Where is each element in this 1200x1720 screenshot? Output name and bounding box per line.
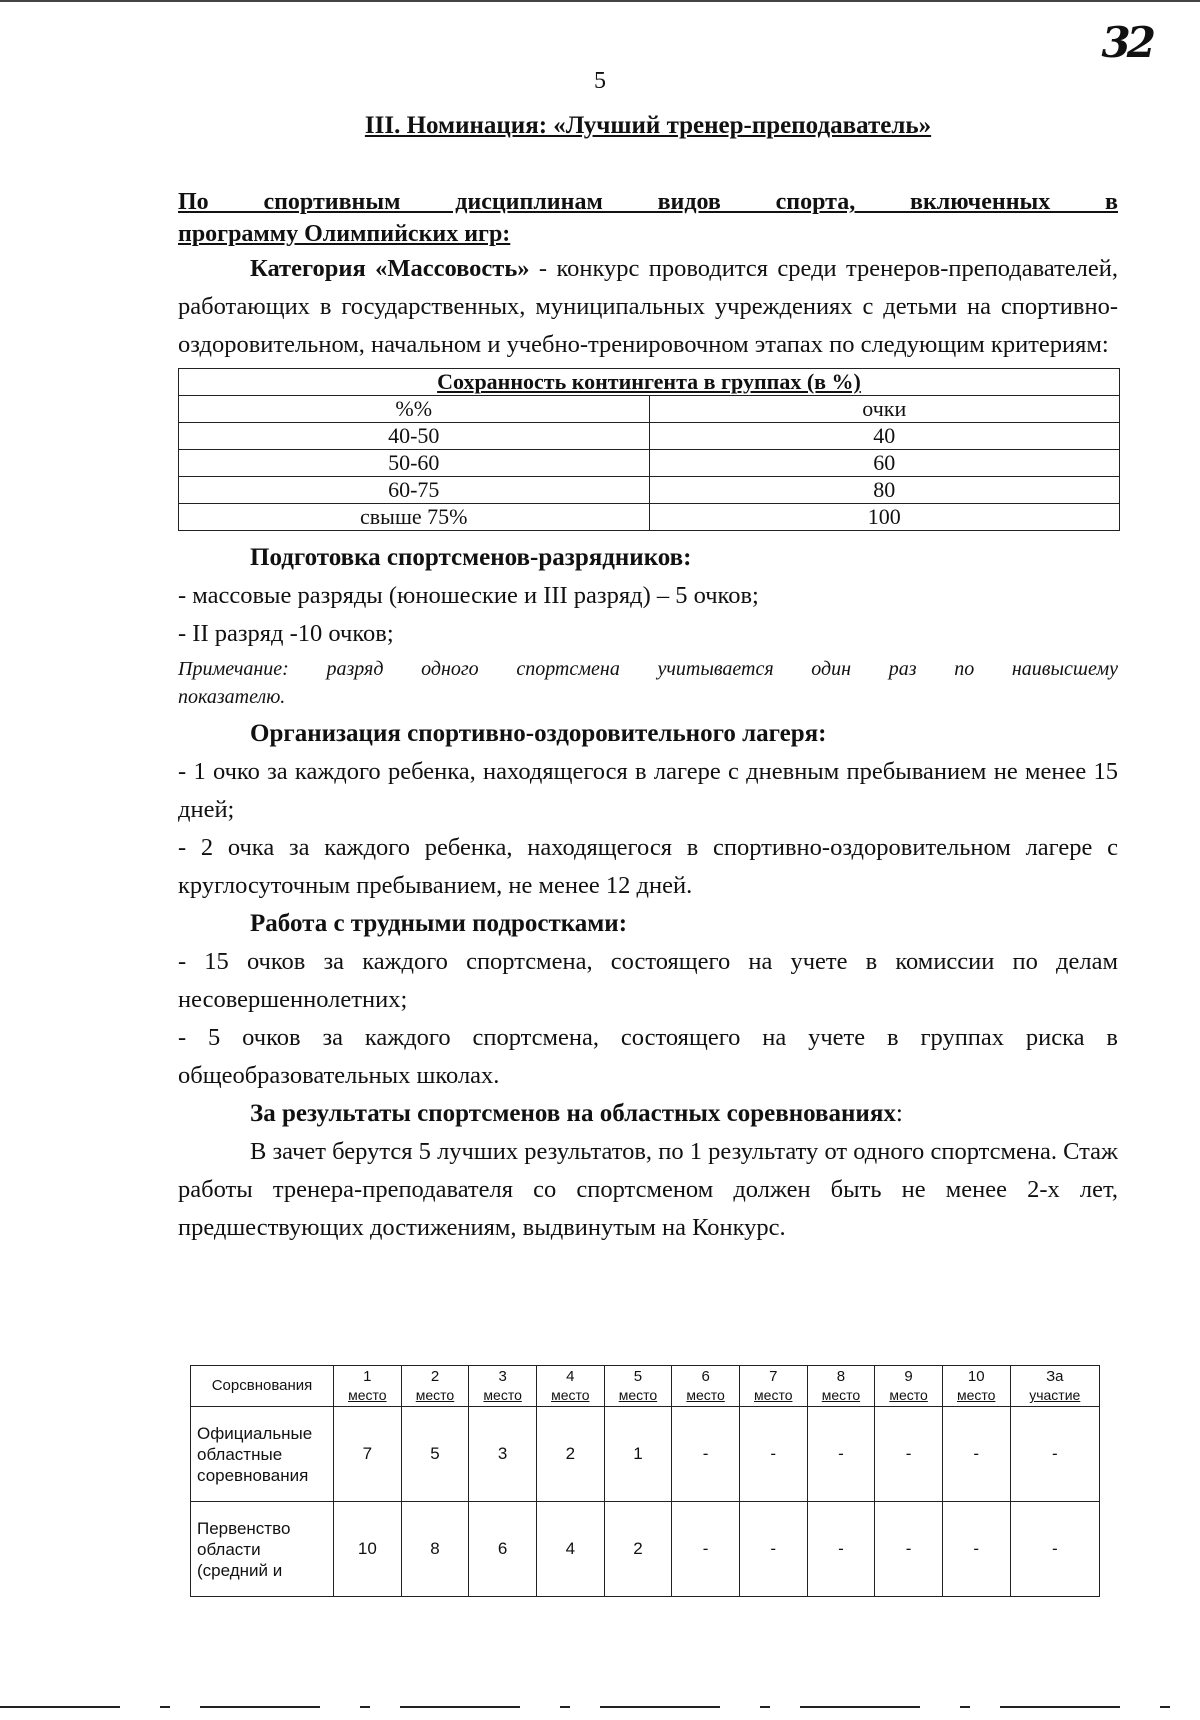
place-header [739,1366,807,1407]
retention-range: 40-50 [179,423,650,450]
results-table [190,1365,1100,1597]
nomination-title: III. Номинация: «Лучший тренер-преподаватель» [364,112,932,139]
place-number: 8 [836,1368,846,1385]
table-cell: - [875,1502,943,1597]
page-number: 5 [594,68,606,94]
place-label: место [889,1387,928,1403]
table-cell: - [672,1502,740,1597]
regional-results-heading-suffix: : [895,1100,903,1127]
place-header [469,1366,537,1407]
retention-points: 40 [649,423,1120,450]
note-line2: показателю. [178,686,286,708]
disciplines-heading-line2: программу Олимпийских игр: [178,221,511,247]
table-row [191,1502,1100,1597]
participation-num: За [1046,1368,1064,1385]
place-number: 5 [633,1368,643,1385]
place-label: место [348,1387,387,1403]
table-cell: - [807,1502,875,1597]
row-label: Официальные областные соревнования [191,1407,334,1502]
table-cell: 1 [604,1407,672,1502]
place-label: место [618,1387,658,1403]
disciplines-heading-line1: По спортивным дисциплинам видов спорта, включенных в [178,189,1118,215]
retention-points: 60 [649,450,1120,477]
table-row [191,1407,1100,1502]
handwritten-page-number: 32 [1101,18,1152,67]
retention-col-percent: %% [179,396,650,423]
retention-table-title: Сохранность контингента в группах (в %) [179,369,1120,396]
place-label: место [821,1387,861,1403]
place-header [401,1366,469,1407]
retention-range: 60-75 [179,477,650,504]
place-header [604,1366,672,1407]
category-paragraph [178,250,1118,364]
table-cell: 7 [334,1407,402,1502]
table-cell: - [739,1502,807,1597]
table-cell: 2 [604,1502,672,1597]
list-item: - массовые разряды (юношеские и III разряд) – 5 очков; [178,582,759,609]
place-number: 6 [701,1368,710,1385]
place-number: 2 [430,1368,440,1385]
retention-points: 100 [649,504,1120,531]
participation-header [1010,1366,1099,1407]
table-cell: - [672,1407,740,1502]
athletes-prep-heading: Подготовка спортсменов-разрядников: [250,544,692,571]
retention-col-points: очки [649,396,1120,423]
table-cell: 10 [334,1502,402,1597]
results-header-row [191,1366,1100,1407]
list-item: - 1 очко за каждого ребенка, находящегося в лагере с дневным пребыванием не менее 15 дней; [178,758,1118,823]
regional-results-paragraph: В зачет берутся 5 лучших результатов, по 1 результату от одного спортсмена. Стаж работы тренера-преподавателя со спортсменом должен быть не менее 2-х лет, предшествующих достижениям, выдвинутым на Конкурс. [178,1138,1118,1241]
place-header [672,1366,740,1407]
regional-results-heading-text: За результаты спортсменов на областных соревнованиях [250,1100,896,1127]
place-number: 10 [967,1368,985,1385]
category-label: Категория «Массовость» [250,255,530,282]
place-header [536,1366,604,1407]
regional-results-heading [250,1095,1118,1133]
place-label: место [754,1387,793,1403]
list-item: - 15 очков за каждого спортсмена, состоящего на учете в комиссии по делам несовершеннолетних; [178,948,1118,1013]
list-item: - 2 очка за каждого ребенка, находящегося в спортивно-оздоровительном лагере с круглосуточным пребыванием, не менее 12 дней. [178,834,1118,899]
bottom-scan-edge [0,1706,1200,1708]
table-row [179,477,1120,504]
table-row [179,450,1120,477]
place-label: место [483,1387,522,1403]
note-line1: Примечание: разряд одного спортсмена учитывается один раз по наивысшему [178,658,1118,680]
place-number: 7 [769,1368,778,1385]
camp-heading: Организация спортивно-оздоровительного лагеря: [250,720,827,747]
participation-label: участие [1029,1387,1081,1403]
retention-table [178,368,1120,531]
table-cell: - [1010,1407,1099,1502]
top-scan-edge [0,0,1200,2]
table-cell: 6 [469,1502,537,1597]
results-corner: Сорсвнования [191,1366,334,1407]
table-cell: - [807,1407,875,1502]
place-label: место [551,1387,590,1403]
difficult-teens-heading: Работа с трудными подростками: [250,910,628,937]
row-label: Первенство области (средний и [191,1502,334,1597]
place-header [807,1366,875,1407]
place-number: 1 [363,1368,372,1385]
place-label: место [957,1387,996,1403]
table-cell: - [942,1407,1010,1502]
main-content [178,112,1118,1247]
place-number: 4 [566,1368,575,1385]
table-cell: - [942,1502,1010,1597]
retention-points: 80 [649,477,1120,504]
table-cell: 4 [536,1502,604,1597]
list-item: - 5 очков за каждого спортсмена, состоящего на учете в группах риска в общеобразовательных школах. [178,1024,1118,1089]
table-row [179,504,1120,531]
table-cell: 8 [401,1502,469,1597]
place-label: место [415,1387,455,1403]
table-cell: 2 [536,1407,604,1502]
category-text: - конкурс проводится среди тренеров-преподавателей, работающих в государственных, муниципальных учреждениях с детьми на спортивно-оздоровительном, начальном и учебно-тренировочном этапах по следующим критериям: [178,255,1119,358]
place-number: 9 [904,1368,913,1385]
place-label: место [686,1387,725,1403]
table-cell: 3 [469,1407,537,1502]
table-cell: - [1010,1502,1099,1597]
list-item: - II разряд -10 очков; [178,620,394,647]
table-cell: - [875,1407,943,1502]
table-row [179,423,1120,450]
place-header [334,1366,402,1407]
place-header [942,1366,1010,1407]
retention-range: 50-60 [179,450,650,477]
place-number: 3 [498,1368,507,1385]
table-cell: - [739,1407,807,1502]
retention-range: свыше 75% [179,504,650,531]
place-header [875,1366,943,1407]
table-cell: 5 [401,1407,469,1502]
